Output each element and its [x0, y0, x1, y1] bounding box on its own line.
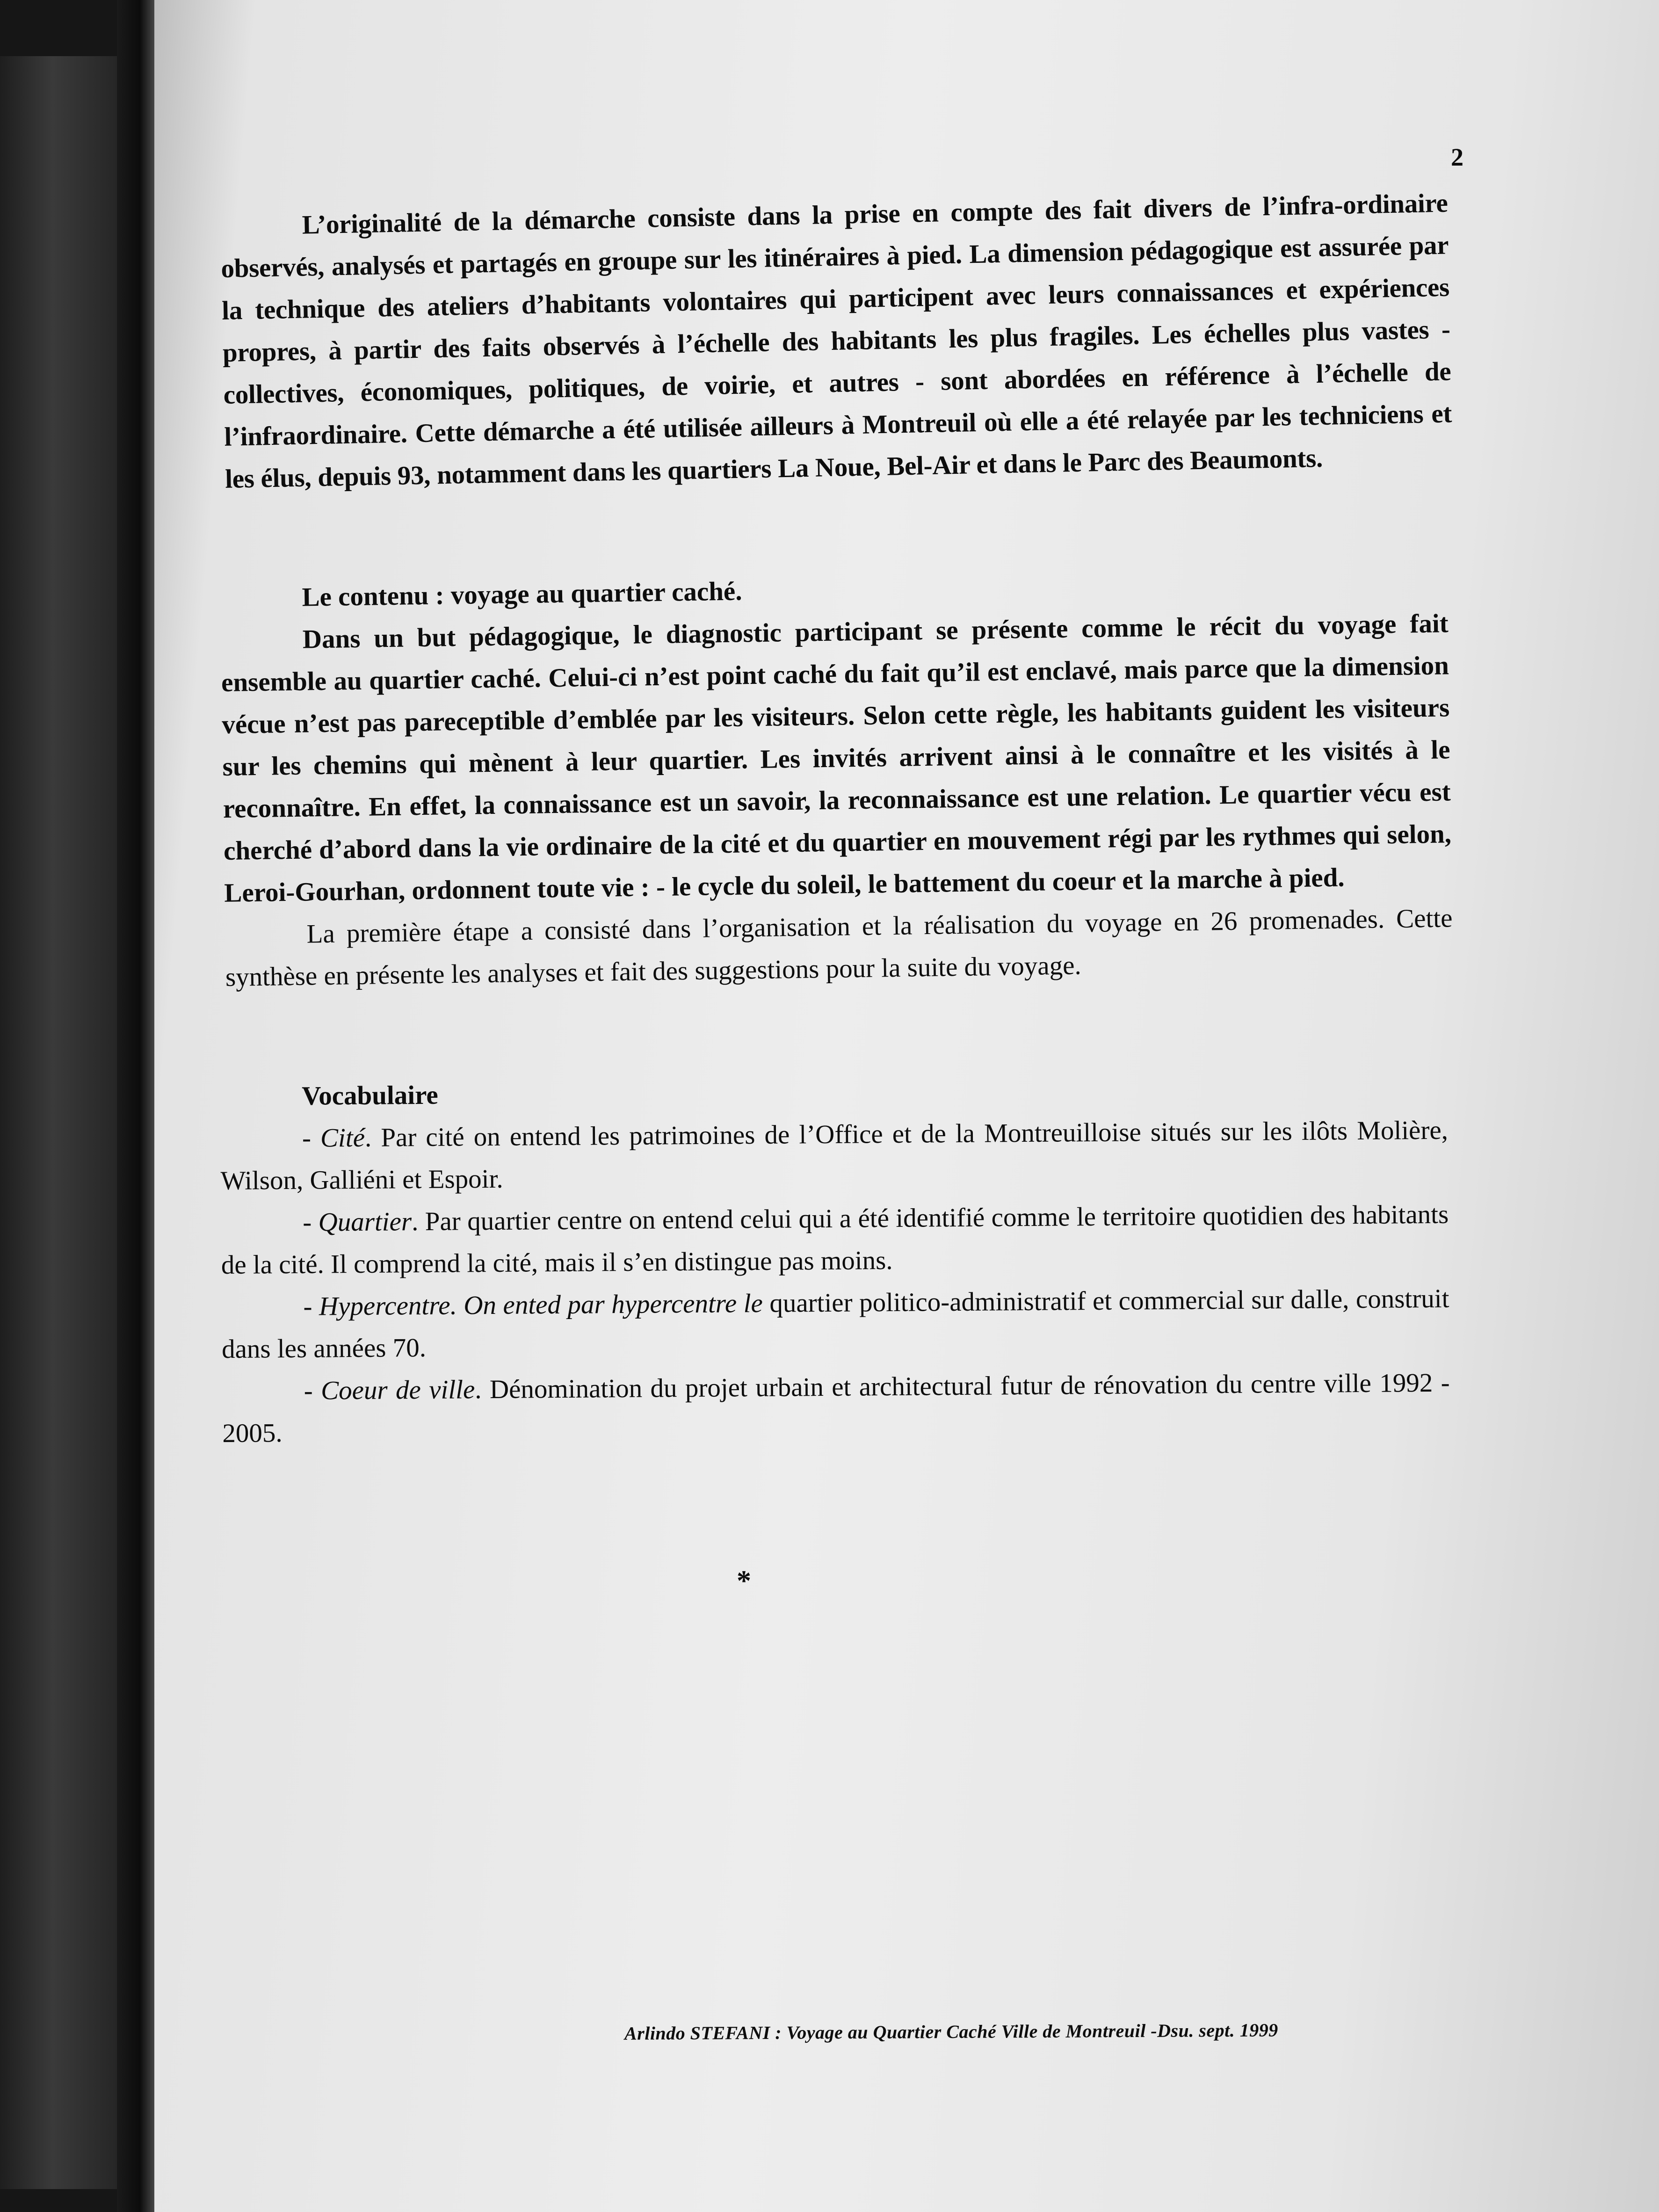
book-gutter [117, 0, 159, 2212]
page-footer: Arlindo STEFANI : Voyage au Quartier Caché Ville de Montreuil -Dsu. sept. 1999 [624, 2019, 1278, 2044]
section-contenu [220, 560, 1453, 999]
vocab-prefix: - [304, 1376, 321, 1406]
page-number: 2 [1451, 143, 1463, 171]
intro-paragraph: L’originalité de la démarche consiste dans la prise en compte des fait divers de l’infra-ordinaire observés, analysés et partagés en groupe sur les itinéraires à pied. La dimension pédagogique est assurée par la technique des ateliers d’habitants volontaires qui participent avec leurs connaissances et expériences propres, à partir des faits observés à l’échelle des habitants les plus fragiles. Les échelles plus vastes - collectives, économiques, politiques, de voirie, et autres - sont abordées en référence à l’échelle de l’infraordinaire. Cette démarche a été utilisée ailleurs à Montreuil où elle a été relayée par les techniciens et les élus, depuis 93, notamment dans les quartiers La Noue, Bel-Air et dans le Parc des Beaumonts. [220, 188, 1452, 494]
section-separator: * [737, 1565, 751, 1597]
vocab-definition: . Dénomination du projet urbain et architectural futur de rénovation du centre ville 1992 - 2005. [222, 1368, 1450, 1448]
contenu-paragraph-2: La première étape a consisté dans l’organisation et la réalisation du voyage en 26 promenades. Cette synthèse en présente les analyses et fait des suggestions pour la suite du voyage. [225, 903, 1453, 992]
vocab-item-coeur-de-ville [222, 1362, 1450, 1455]
vocab-term: Quartier [318, 1207, 412, 1237]
vocab-item-quartier [221, 1194, 1449, 1286]
vocab-definition: . Par cité on entend les patrimoines de l’Office et de la Montreuilloise situés sur les ilôts Molière, Wilson, Galliéni et Espoir. [220, 1115, 1449, 1196]
vocab-term: Coeur de ville [320, 1375, 475, 1406]
vocab-item-cite [220, 1110, 1449, 1202]
vocab-prefix: - [303, 1291, 319, 1321]
contenu-paragraph-1: Dans un but pédagogique, le diagnostic participant se présente comme le récit du voyage fait ensemble au quartier caché. Celui-ci n’est point caché du fait qu’il est enclavé, mais parce que la dimension vécue n’est pas pareceptible d’emblée par les visiteurs. Selon cette règle, les habitants guident les visiteurs sur les chemins qui mènent à leur quartier. Les invités arrivent ainsi à le connaître et les visités à le reconnaître. En effet, la connaissance est un savoir, la reconnaissance est une relation. Le quartier vécu est cherché d’abord dans la vie ordinaire de la cité et du quartier en mouvement régi par les rythmes qui selon, Leroi-Gourhan, ordonnent toute vie : - le cycle du soleil, le battement du coeur et la marche à pied. [221, 609, 1452, 908]
page-body [220, 188, 1453, 1455]
section-vocabulaire [220, 1067, 1450, 1455]
vocab-term: Cité [320, 1123, 365, 1153]
vocab-prefix: - [302, 1123, 321, 1153]
facing-page-edge [0, 56, 117, 2189]
vocab-term: Hypercentre. On ented par hypercentre le [319, 1288, 763, 1321]
section-title-contenu: Le contenu : voyage au quartier caché. [302, 576, 742, 612]
section-title-vocabulaire: Vocabulaire [302, 1080, 438, 1111]
vocab-item-hypercentre [221, 1278, 1449, 1371]
vocab-definition: quartier politico-administratif et commercial sur dalle, construit dans les années 70. [221, 1284, 1449, 1364]
vocab-definition: . Par quartier centre on entend celui qui a été identifié comme le territoire quotidien des habitants de la cité. Il comprend la cité, mais il s’en distingue pas moins. [221, 1199, 1449, 1280]
document-page [154, 0, 1659, 2212]
vocab-prefix: - [302, 1207, 319, 1237]
